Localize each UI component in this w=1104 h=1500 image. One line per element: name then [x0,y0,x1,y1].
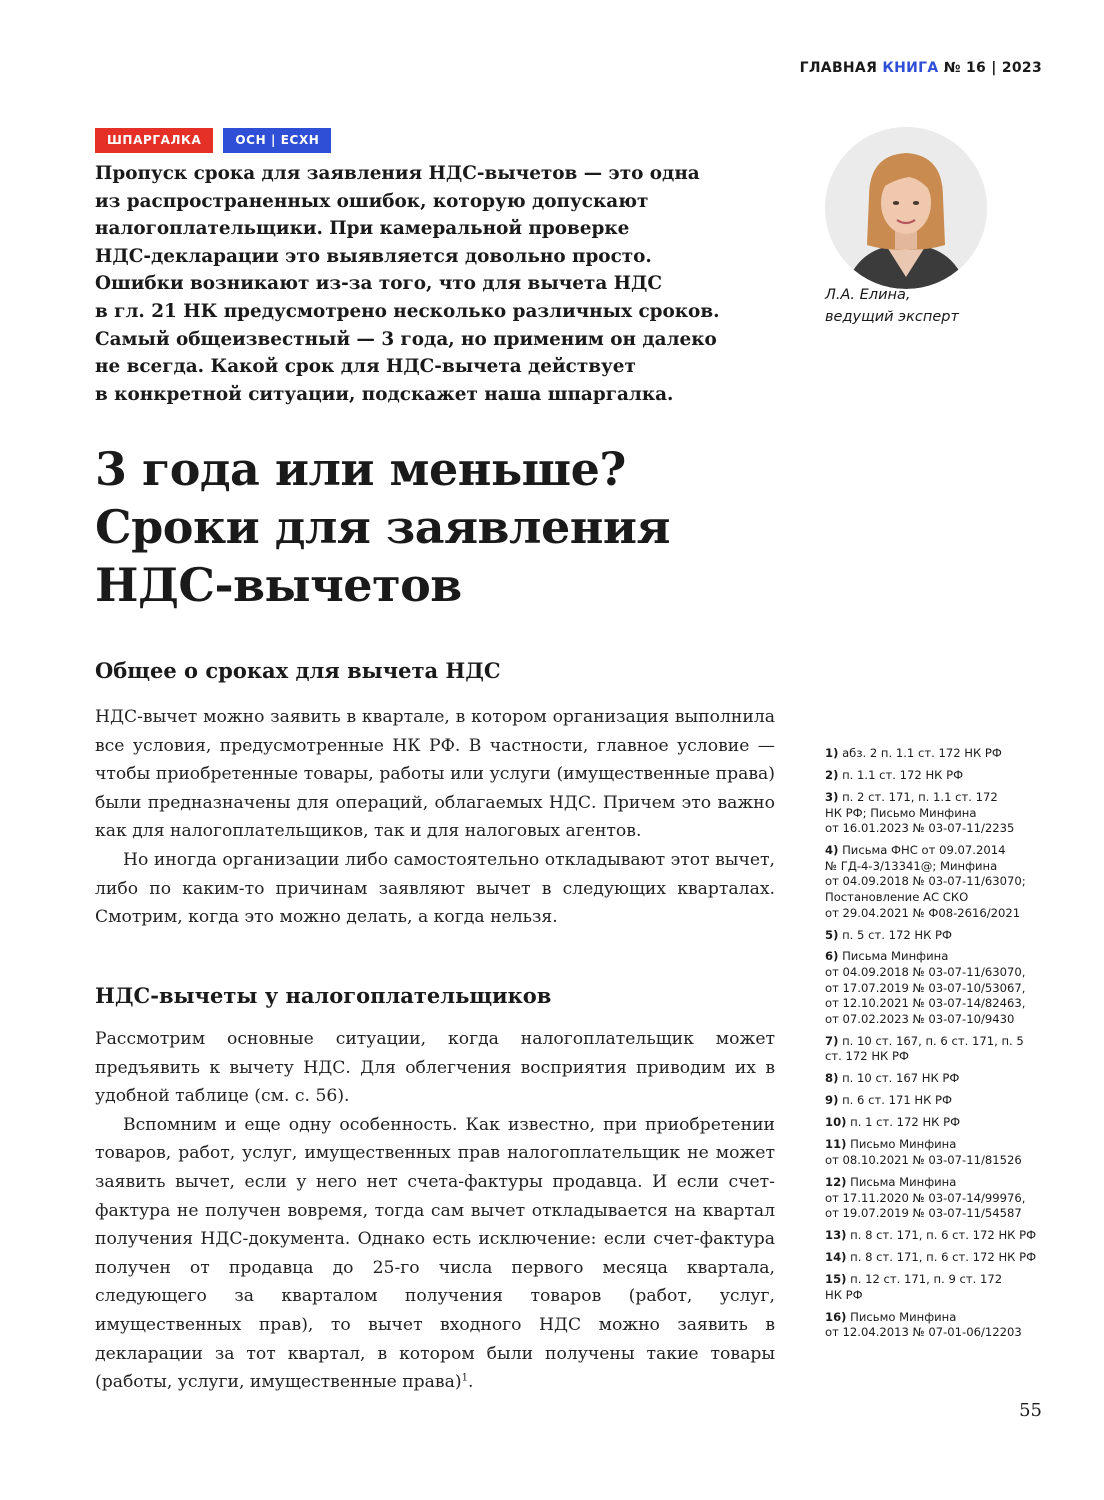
page-number: 55 [1019,1400,1042,1421]
footnote-line: от 17.07.2019 № 03-07-10/53067, [825,980,1026,995]
footnote-line: п. 2 ст. 171, п. 1.1 ст. 172 [842,789,998,804]
footnote-line: от 16.01.2023 № 03-07-11/2235 [825,821,1015,836]
issue-number: № 16 | 2023 [943,60,1042,76]
magazine-header [800,60,1042,76]
footnote-number: 6) [825,949,839,964]
footnote-line: от 04.09.2018 № 03-07-11/63070; [825,874,1026,889]
footnote-line: НК РФ; Письмо Минфина [825,805,977,820]
footnote-line: п. 10 ст. 167 НК РФ [842,1071,960,1086]
footnote-number: 16) [825,1309,847,1324]
footnote [825,746,1050,762]
footnote [825,1272,1050,1303]
footnote [825,1093,1050,1109]
footnote-number: 15) [825,1272,847,1287]
paragraph: НДС-вычет можно заявить в квартале, в котором организация выполнила все условия, предусмотренные НК РФ. В частности, главное условие — чтобы приобретенные товары, работы или услуги (имущественные права) были предназначены для операций, облагаемых НДС. Причем это важно как для налогоплательщиков, так и для налоговых агентов. [95,707,775,842]
footnote-line: от 04.09.2018 № 03-07-11/63070, [825,965,1026,980]
footnote [825,1175,1050,1222]
paragraph: Но иногда организации либо самостоятельно откладывают этот вычет, либо по каким-то причинам заявляют вычет в следующих кварталах. Смотрим, когда это можно делать, а когда нельзя. [95,849,775,928]
article-title [95,440,795,614]
title-line: Сроки для заявления [95,500,670,554]
footnote [825,949,1050,1027]
footnote-line: Письма Минфина [850,1174,957,1189]
paragraph [95,1111,775,1397]
footnote-line: Письмо Минфина [850,1309,957,1324]
section-body-general [95,703,775,932]
lead-line: в гл. 21 НК предусмотрено несколько различных сроков. [95,300,720,322]
footnote [825,843,1050,921]
magazine-name: ГЛАВНАЯ [799,60,878,76]
lead-line: из распространенных ошибок, которую допускают [95,190,649,212]
footnote-number: 3) [825,789,839,804]
author-caption [825,284,959,328]
lead-line: не всегда. Какой срок для НДС-вычета действует [95,356,636,378]
footnote-line: от 17.11.2020 № 03-07-14/99976, [825,1190,1026,1205]
author-portrait-icon [825,127,987,289]
footnote-line: ст. 172 НК РФ [825,1049,909,1064]
magazine-name-accent: КНИГА [882,60,939,76]
footnote-number: 8) [825,1071,839,1086]
footnote-line: от 29.04.2021 № Ф08-2616/2021 [825,905,1021,920]
footnote [825,790,1050,837]
footnote-number: 7) [825,1033,839,1048]
footnote [825,1034,1050,1065]
footnote-line: абз. 2 п. 1.1 ст. 172 НК РФ [842,746,1002,760]
footnote-number: 2) [825,767,839,782]
author-name: Л.А. Елина, [825,287,911,303]
footnote-line: № ГД-4-3/13341@; Минфина [825,858,998,873]
footnote-line: НК РФ [825,1287,863,1302]
lead-line: налогоплательщики. При камеральной проверке [95,218,630,240]
lead-line: Пропуск срока для заявления НДС-вычетов — это одна [95,163,700,184]
footnote-line: п. 8 ст. 171, п. 6 ст. 172 НК РФ [850,1228,1037,1243]
footnote-line: от 07.02.2023 № 03-07-10/9430 [825,1011,1015,1026]
tag-cheatsheet: ШПАРГАЛКА [95,128,213,153]
tag-tax-regime: ОСН | ЕСХН [223,128,331,153]
author-role: ведущий эксперт [825,309,959,325]
footnote-number: 5) [825,927,839,942]
footnote-line: п. 1.1 ст. 172 НК РФ [842,767,964,782]
footnote-line: п. 12 ст. 171, п. 9 ст. 172 [850,1272,1003,1287]
footnote-line: п. 8 ст. 171, п. 6 ст. 172 НК РФ [850,1250,1037,1265]
footnote [825,1137,1050,1168]
footnote-number: 14) [825,1250,847,1265]
footnote [825,1310,1050,1341]
footnote-line: от 19.07.2019 № 03-07-11/54587 [825,1206,1022,1221]
footnote-line: от 12.10.2021 № 03-07-14/82463, [825,996,1026,1011]
lead-line: Ошибки возникают из-за того, что для вычета НДС [95,273,663,295]
footnote [825,1228,1050,1244]
footnote [825,928,1050,944]
footnote-line: п. 6 ст. 171 НК РФ [842,1093,952,1108]
footnote-line: п. 1 ст. 172 НК РФ [850,1115,961,1130]
footnote-number: 1) [825,746,839,760]
footnote [825,1250,1050,1266]
paragraph: Рассмотрим основные ситуации, когда налогоплательщик может предъявить к вычету НДС. Для облегчения восприятия приводим их в удобной таблице (см. с. 56). [95,1029,775,1107]
section-body-taxpayers [95,1025,775,1397]
lead-line: НДС-декларации это выявляется довольно просто. [95,245,652,267]
footnote-line: от 08.10.2021 № 03-07-11/81526 [825,1152,1022,1167]
footnote-line: п. 5 ст. 172 НК РФ [842,927,952,942]
author-photo [825,127,987,289]
paragraph-text: Вспомним и еще одну особенность. Как известно, при приобретении товаров, работ, услуг, имущественных прав налогоплательщик не может заявить вычет, если у него нет счета-фактуры продавца. И если счет-фактура не получен вовремя, тогда сам вычет откладывается на квартал получения НДС-документа. Однако есть исключение: если счет-фактура получен от продавца до 25-го числа первого месяца квартала, следующего за кварталом получения товаров (работ, услуг, имущественных прав), то вычет входного НДС можно заявить в декларации за тот квартал, в котором были получены такие товары (работы, услуги, имущественные права) [95,1114,775,1393]
footnote-line: от 12.04.2013 № 07-01-06/12203 [825,1325,1022,1340]
footnote-line: Письма ФНС от 09.07.2014 [842,843,1006,858]
footnote-number: 11) [825,1137,847,1152]
footnote [825,1071,1050,1087]
footnote-line: Письма Минфина [842,949,949,964]
lead-line: в конкретной ситуации, подскажет наша шпаргалка. [95,383,674,405]
footnote-line: Письмо Минфина [850,1137,957,1152]
article-tags [95,128,331,153]
title-line: НДС-вычетов [95,558,462,612]
section-heading-general: Общее о сроках для вычета НДС [95,658,501,683]
footnote-line: Постановление АС СКО [825,889,969,904]
footnote-number: 12) [825,1174,847,1189]
lead-paragraph [95,160,785,408]
footnote-line: п. 10 ст. 167, п. 6 ст. 171, п. 5 [842,1033,1024,1048]
lead-line: Самый общеизвестный — 3 года, но применим он далеко [95,328,717,350]
footnote [825,1115,1050,1131]
paragraph-end: . [467,1372,474,1393]
footnote-number: 9) [825,1093,839,1108]
footnote-ref[interactable]: 1 [461,1372,468,1384]
title-line: 3 года или меньше? [95,442,626,496]
footnote-number: 10) [825,1115,847,1130]
footnote-number: 4) [825,843,839,858]
section-heading-taxpayers: НДС-вычеты у налогоплательщиков [95,983,552,1008]
footnote [825,768,1050,784]
footnote-number: 13) [825,1228,847,1243]
footnotes-column [825,746,1050,1347]
